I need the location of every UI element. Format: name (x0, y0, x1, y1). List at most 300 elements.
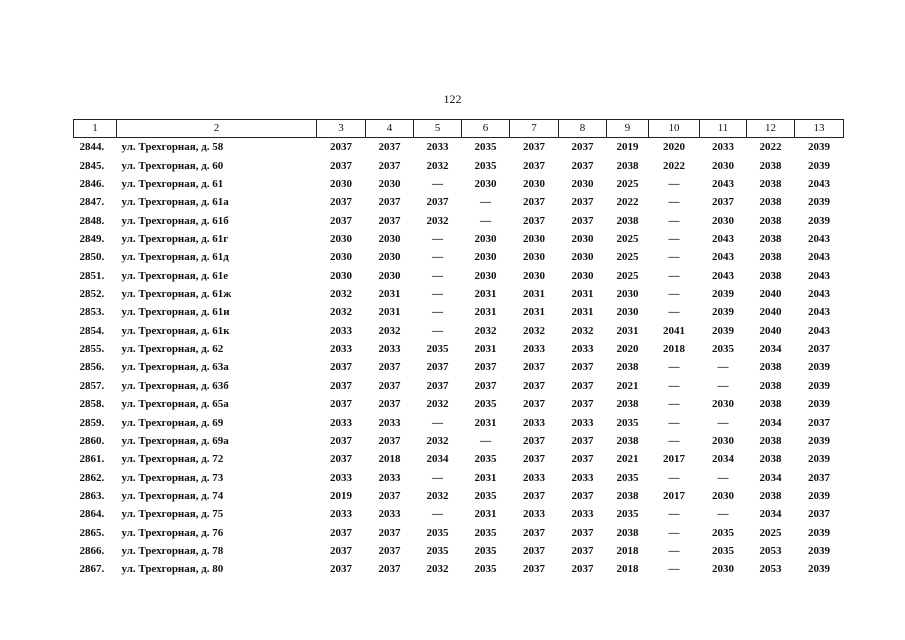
row-number: 2852. (79, 288, 105, 301)
year-cell: 2038 (759, 269, 782, 282)
year-cell: 2031 (523, 288, 545, 301)
year-cell: 2031 (474, 416, 497, 429)
year-cell: 2021 (616, 379, 639, 392)
year-cell: — (717, 416, 729, 429)
year-cell: 2031 (474, 508, 497, 521)
address-cell: ул. Трехгорная, д. 63а (121, 361, 229, 374)
year-cell: 2035 (474, 545, 497, 558)
year-cell: 2033 (426, 141, 449, 154)
year-cell: 2031 (474, 288, 497, 301)
year-cell: 2037 (571, 141, 594, 154)
year-cell: 2038 (759, 361, 782, 374)
year-cell: 2019 (330, 490, 352, 502)
table-row (74, 524, 844, 542)
table-row (74, 340, 844, 358)
year-cell: 2030 (330, 177, 352, 190)
year-cell: 2038 (759, 196, 782, 209)
year-cell: 2037 (523, 398, 545, 411)
year-cell: 2021 (616, 453, 639, 466)
year-cell: 2043 (808, 324, 830, 337)
row-number: 2860. (79, 434, 105, 447)
year-cell: 2033 (523, 343, 545, 356)
year-cell: 2037 (808, 416, 830, 429)
year-cell: 2034 (712, 453, 734, 466)
year-cell: 2043 (808, 306, 830, 319)
row-number: 2858. (79, 398, 105, 411)
year-cell: — (668, 177, 680, 190)
row-number: 2844. (79, 141, 105, 154)
address-cell: ул. Трехгорная, д. 58 (121, 141, 224, 154)
year-cell: 2039 (808, 526, 830, 539)
address-cell: ул. Трехгорная, д. 65а (121, 398, 229, 411)
year-cell: 2018 (616, 563, 639, 576)
column-header-5: 5 (414, 120, 462, 138)
year-cell: 2030 (712, 159, 734, 172)
address-cell: ул. Трехгорная, д. 69 (121, 416, 224, 429)
year-cell: 2038 (759, 490, 782, 502)
table-row (74, 505, 844, 523)
year-cell: 2037 (378, 398, 401, 411)
year-cell: 2025 (616, 232, 639, 245)
year-cell: 2032 (571, 324, 594, 337)
year-cell: 2037 (571, 398, 594, 411)
year-cell: 2037 (571, 361, 594, 374)
year-cell: 2031 (378, 288, 401, 301)
year-cell: — (668, 508, 680, 521)
year-cell: 2037 (426, 361, 449, 374)
year-cell: 2035 (616, 508, 639, 521)
year-cell: 2035 (474, 490, 497, 502)
year-cell: — (717, 379, 729, 392)
year-cell: 2043 (712, 177, 734, 190)
address-cell: ул. Трехгорная, д. 76 (121, 526, 224, 539)
column-header-4: 4 (366, 120, 414, 138)
year-cell: 2017 (663, 453, 685, 466)
year-cell: 2037 (474, 379, 497, 392)
year-cell: 2034 (759, 343, 782, 356)
year-cell: 2037 (330, 563, 352, 576)
year-cell: 2038 (759, 177, 782, 190)
year-cell: 2034 (759, 416, 782, 429)
year-cell: 2033 (378, 471, 401, 484)
year-cell: 2022 (759, 141, 782, 154)
year-cell: 2030 (571, 251, 594, 264)
year-cell: 2032 (426, 214, 449, 227)
year-cell: 2030 (712, 490, 734, 502)
year-cell: 2030 (378, 177, 401, 190)
year-cell: 2037 (378, 563, 401, 576)
year-cell: 2025 (616, 177, 639, 190)
year-cell: 2031 (616, 324, 639, 337)
year-cell: 2037 (378, 379, 401, 392)
table-row (74, 542, 844, 560)
year-cell: 2033 (571, 343, 594, 356)
column-header-13: 13 (795, 120, 844, 138)
year-cell: 2035 (426, 526, 449, 539)
year-cell: 2043 (808, 177, 830, 190)
year-cell: 2038 (616, 434, 639, 447)
table-row (74, 211, 844, 229)
year-cell: 2018 (663, 343, 685, 356)
row-number: 2867. (79, 563, 105, 576)
column-header-11: 11 (700, 120, 747, 138)
table-row (74, 303, 844, 321)
year-cell: 2018 (616, 545, 639, 558)
year-cell: 2037 (523, 379, 545, 392)
year-cell: 2038 (759, 159, 782, 172)
year-cell: 2032 (426, 563, 449, 576)
row-number: 2861. (79, 453, 105, 466)
year-cell: 2025 (616, 251, 639, 264)
year-cell: 2031 (378, 306, 401, 319)
year-cell: — (432, 177, 443, 190)
year-cell: — (668, 196, 680, 209)
year-cell: 2037 (330, 379, 352, 392)
year-cell: 2030 (474, 177, 497, 190)
year-cell: 2032 (426, 159, 449, 172)
address-cell: ул. Трехгорная, д. 80 (121, 563, 224, 576)
year-cell: 2037 (474, 361, 497, 374)
year-cell: 2035 (616, 471, 639, 484)
year-cell: 2035 (474, 159, 497, 172)
year-cell: 2035 (474, 526, 497, 539)
year-cell: 2038 (759, 398, 782, 411)
year-cell: 2043 (808, 269, 830, 282)
row-number: 2864. (79, 508, 105, 521)
table-row (74, 432, 844, 450)
year-cell: 2030 (712, 434, 734, 447)
table-row (74, 395, 844, 413)
table-row (74, 138, 844, 157)
year-cell: — (432, 269, 443, 282)
year-cell: 2037 (523, 490, 545, 502)
year-cell: — (668, 526, 680, 539)
table-row (74, 248, 844, 266)
year-cell: 2039 (808, 398, 830, 411)
year-cell: — (668, 434, 680, 447)
table-row (74, 560, 844, 578)
year-cell: 2037 (523, 563, 545, 576)
year-cell: 2030 (523, 269, 545, 282)
year-cell: 2037 (523, 434, 545, 447)
year-cell: 2039 (808, 434, 830, 447)
row-number: 2857. (79, 379, 105, 392)
year-cell: 2038 (759, 434, 782, 447)
year-cell: 2030 (523, 177, 545, 190)
year-cell: 2053 (759, 545, 782, 558)
year-cell: 2038 (616, 526, 639, 539)
table-row (74, 358, 844, 376)
column-header-2: 2 (117, 120, 317, 138)
address-cell: ул. Трехгорная, д. 69а (121, 434, 229, 447)
year-cell: 2038 (759, 232, 782, 245)
row-number: 2859. (79, 416, 105, 429)
year-cell: 2038 (616, 159, 639, 172)
column-header-8: 8 (559, 120, 607, 138)
year-cell: 2022 (616, 196, 639, 209)
year-cell: 2033 (523, 508, 545, 521)
year-cell: 2037 (330, 453, 352, 466)
address-cell: ул. Трехгорная, д. 61д (121, 251, 229, 264)
year-cell: 2032 (426, 490, 449, 502)
row-number: 2865. (79, 526, 105, 539)
year-cell: — (717, 508, 729, 521)
year-cell: 2031 (474, 471, 497, 484)
year-cell: 2037 (330, 141, 352, 154)
year-cell: 2025 (759, 526, 782, 539)
year-cell: — (432, 416, 443, 429)
year-cell: 2037 (378, 196, 401, 209)
year-cell: 2018 (378, 453, 401, 466)
year-cell: 2037 (523, 361, 545, 374)
year-cell: — (668, 214, 680, 227)
address-cell: ул. Трехгорная, д. 61г (121, 232, 229, 245)
year-cell: 2039 (808, 214, 830, 227)
year-cell: 2037 (378, 434, 401, 447)
year-cell: 2037 (571, 490, 594, 502)
address-cell: ул. Трехгорная, д. 60 (121, 159, 224, 172)
year-cell: 2040 (759, 288, 782, 301)
year-cell: 2037 (330, 214, 352, 227)
year-cell: 2037 (378, 159, 401, 172)
address-cell: ул. Трехгорная, д. 78 (121, 545, 224, 558)
year-cell: 2037 (571, 379, 594, 392)
year-cell: 2030 (330, 251, 352, 264)
year-cell: 2037 (378, 545, 401, 558)
table-row (74, 377, 844, 395)
address-cell: ул. Трехгорная, д. 61 (121, 177, 224, 190)
year-cell: — (668, 563, 680, 576)
year-cell: 2033 (523, 416, 545, 429)
year-cell: 2033 (330, 508, 352, 521)
table-row (74, 450, 844, 468)
year-cell: 2033 (571, 508, 594, 521)
year-cell: 2030 (571, 269, 594, 282)
year-cell: 2033 (330, 324, 352, 337)
year-cell: 2030 (571, 232, 594, 245)
row-number: 2851. (79, 269, 105, 282)
year-cell: 2039 (808, 490, 830, 502)
year-cell: 2031 (474, 306, 497, 319)
year-cell: 2038 (759, 453, 782, 466)
row-number: 2850. (79, 251, 105, 264)
row-number: 2849. (79, 232, 105, 245)
row-number: 2846. (79, 177, 105, 190)
address-cell: ул. Трехгорная, д. 61б (121, 214, 229, 227)
row-number: 2856. (79, 361, 105, 374)
year-cell: — (668, 379, 680, 392)
year-cell: 2037 (330, 361, 352, 374)
year-cell: 2030 (523, 251, 545, 264)
year-cell: 2032 (426, 434, 449, 447)
year-cell: 2032 (523, 324, 545, 337)
year-cell: 2031 (571, 288, 594, 301)
year-cell: — (668, 416, 680, 429)
row-number: 2863. (79, 490, 105, 502)
year-cell: 2039 (808, 379, 830, 392)
year-cell: 2038 (616, 361, 639, 374)
year-cell: — (480, 214, 491, 227)
row-number: 2866. (79, 545, 105, 558)
year-cell: 2037 (426, 196, 449, 209)
year-cell: 2034 (759, 508, 782, 521)
year-cell: 2037 (808, 508, 830, 521)
year-cell: 2037 (571, 453, 594, 466)
year-cell: — (432, 471, 443, 484)
year-cell: 2037 (426, 379, 449, 392)
year-cell: — (432, 324, 443, 337)
table-row (74, 413, 844, 431)
address-cell: ул. Трехгорная, д. 61и (121, 306, 230, 319)
year-cell: 2043 (712, 269, 734, 282)
year-cell: 2030 (616, 306, 639, 319)
year-cell: 2033 (571, 416, 594, 429)
year-cell: 2037 (330, 545, 352, 558)
year-cell: 2033 (712, 141, 734, 154)
year-cell: 2043 (808, 288, 830, 301)
year-cell: 2038 (759, 379, 782, 392)
year-cell: 2037 (378, 361, 401, 374)
column-header-12: 12 (747, 120, 795, 138)
column-header-6: 6 (462, 120, 510, 138)
year-cell: 2035 (474, 563, 497, 576)
row-number: 2853. (79, 306, 105, 319)
year-cell: 2037 (330, 159, 352, 172)
year-cell: 2037 (712, 196, 734, 209)
year-cell: — (432, 508, 443, 521)
year-cell: 2037 (523, 453, 545, 466)
year-cell: 2032 (330, 306, 352, 319)
year-cell: 2030 (474, 269, 497, 282)
year-cell: — (668, 269, 680, 282)
year-cell: 2032 (474, 324, 497, 337)
year-cell: 2037 (330, 526, 352, 539)
year-cell: 2037 (523, 141, 545, 154)
year-cell: 2041 (663, 324, 685, 337)
year-cell: 2037 (571, 545, 594, 558)
year-cell: — (668, 361, 680, 374)
column-header-3: 3 (317, 120, 366, 138)
year-cell: 2025 (616, 269, 639, 282)
year-cell: 2039 (808, 141, 830, 154)
year-cell: — (480, 434, 491, 447)
row-number: 2848. (79, 214, 105, 227)
year-cell: 2039 (808, 545, 830, 558)
address-cell: ул. Трехгорная, д. 73 (121, 471, 224, 484)
year-cell: 2037 (523, 526, 545, 539)
year-cell: 2020 (663, 141, 685, 154)
year-cell: 2037 (523, 196, 545, 209)
year-cell: 2037 (378, 214, 401, 227)
year-cell: 2037 (523, 545, 545, 558)
year-cell: 2037 (571, 526, 594, 539)
year-cell: 2020 (616, 343, 639, 356)
column-header-7: 7 (510, 120, 559, 138)
table-row (74, 175, 844, 193)
year-cell: 2039 (808, 453, 830, 466)
year-cell: 2038 (616, 214, 639, 227)
year-cell: 2035 (426, 343, 449, 356)
year-cell: 2019 (616, 141, 639, 154)
year-cell: 2033 (571, 471, 594, 484)
year-cell: 2037 (330, 398, 352, 411)
year-cell: — (432, 306, 443, 319)
year-cell: 2031 (571, 306, 594, 319)
year-cell: 2040 (759, 306, 782, 319)
year-cell: 2039 (712, 306, 734, 319)
table-header-row (74, 120, 844, 138)
year-cell: 2035 (712, 343, 734, 356)
table-row (74, 156, 844, 174)
year-cell: 2039 (712, 288, 734, 301)
year-cell: 2030 (474, 251, 497, 264)
year-cell: 2035 (712, 545, 734, 558)
column-header-9: 9 (607, 120, 649, 138)
year-cell: 2037 (571, 434, 594, 447)
address-cell: ул. Трехгорная, д. 61ж (121, 288, 232, 301)
year-cell: 2022 (663, 159, 685, 172)
column-header-10: 10 (649, 120, 700, 138)
table-row (74, 193, 844, 211)
year-cell: 2037 (571, 196, 594, 209)
year-cell: 2039 (808, 563, 830, 576)
table-row (74, 285, 844, 303)
row-number: 2855. (79, 343, 105, 356)
year-cell: 2033 (378, 508, 401, 521)
year-cell: 2043 (808, 251, 830, 264)
year-cell: — (668, 545, 680, 558)
year-cell: 2037 (523, 214, 545, 227)
table-row (74, 468, 844, 486)
year-cell: 2053 (759, 563, 782, 576)
year-cell: 2030 (712, 214, 734, 227)
table-body (74, 138, 844, 579)
year-cell: 2037 (571, 563, 594, 576)
year-cell: 2032 (426, 398, 449, 411)
year-cell: — (668, 398, 680, 411)
year-cell: — (668, 288, 680, 301)
year-cell: 2030 (616, 288, 639, 301)
year-cell: 2030 (378, 251, 401, 264)
row-number: 2845. (79, 159, 105, 172)
year-cell: 2033 (378, 343, 401, 356)
year-cell: — (668, 306, 680, 319)
year-cell: 2039 (808, 361, 830, 374)
address-cell: ул. Трехгорная, д. 63б (121, 379, 229, 392)
year-cell: 2030 (330, 232, 352, 245)
year-cell: 2035 (474, 398, 497, 411)
year-cell: 2037 (330, 434, 352, 447)
table-row (74, 267, 844, 285)
address-cell: ул. Трехгорная, д. 75 (121, 508, 224, 521)
year-cell: — (668, 251, 680, 264)
row-number: 2854. (79, 324, 105, 337)
year-cell: — (668, 232, 680, 245)
year-cell: 2037 (808, 471, 830, 484)
year-cell: — (432, 251, 443, 264)
year-cell: 2030 (571, 177, 594, 190)
table-row (74, 322, 844, 340)
row-number: 2862. (79, 471, 105, 484)
year-cell: 2033 (523, 471, 545, 484)
year-cell: 2033 (330, 343, 352, 356)
year-cell: 2039 (712, 324, 734, 337)
year-cell: 2034 (426, 453, 449, 466)
year-cell: — (432, 288, 443, 301)
row-number: 2847. (79, 196, 105, 209)
year-cell: 2032 (378, 324, 401, 337)
year-cell: 2040 (759, 324, 782, 337)
